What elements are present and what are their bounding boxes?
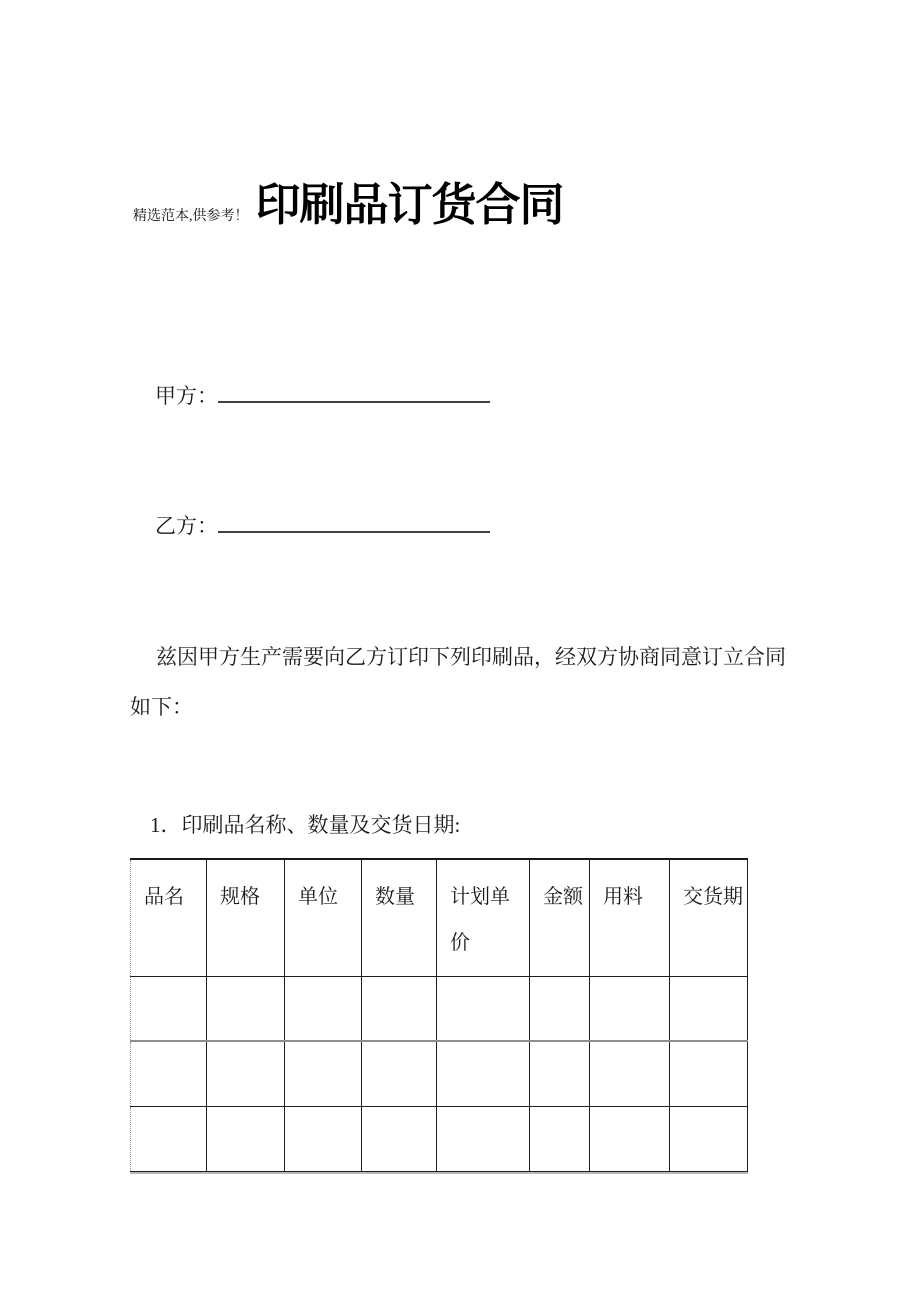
order-items-table: [130, 858, 748, 1172]
table-cell[interactable]: [437, 1106, 530, 1171]
table-cell[interactable]: [131, 976, 207, 1041]
intro-paragraph: 兹因甲方生产需要向乙方订印下列印刷品，经双方协商同意订立合同如下：: [130, 645, 786, 719]
column-header-planned-unit-price: 计划单价: [437, 859, 530, 976]
party-b-line: [155, 513, 490, 540]
table-row: [131, 1106, 748, 1171]
table-cell[interactable]: [285, 1106, 362, 1171]
table-cell[interactable]: [670, 1106, 748, 1171]
table-row: [131, 976, 748, 1041]
table-row: [131, 1041, 748, 1106]
table-cell[interactable]: [285, 1041, 362, 1106]
table-header-row: [131, 859, 748, 976]
table-cell[interactable]: [670, 1041, 748, 1106]
column-header-quantity: 数量: [362, 859, 437, 976]
table-cell[interactable]: [590, 1041, 670, 1106]
table-cell[interactable]: [131, 1106, 207, 1171]
table-cell[interactable]: [207, 1041, 285, 1106]
table-cell[interactable]: [437, 976, 530, 1041]
table-cell[interactable]: [362, 1106, 437, 1171]
party-b-fill-line[interactable]: [218, 528, 490, 533]
party-a-line: [155, 383, 490, 410]
party-a-fill-line[interactable]: [218, 398, 490, 403]
table-cell[interactable]: [362, 976, 437, 1041]
sample-note-text: 精选范本,供参考！: [133, 209, 249, 224]
section-1-heading: 1．印刷品名称、数量及交货日期:: [150, 813, 461, 837]
document-title: 印刷品订货合同: [255, 179, 564, 230]
title-row: [133, 168, 564, 233]
table-cell[interactable]: [131, 1041, 207, 1106]
table-cell[interactable]: [362, 1041, 437, 1106]
table-cell[interactable]: [207, 1106, 285, 1171]
table-cell[interactable]: [530, 1041, 590, 1106]
party-a-label: 甲方：: [155, 384, 218, 408]
column-header-material: 用料: [590, 859, 670, 976]
table-cell[interactable]: [590, 1106, 670, 1171]
table-cell[interactable]: [530, 1106, 590, 1171]
column-header-delivery-date: 交货期: [670, 859, 748, 976]
table-cell[interactable]: [590, 976, 670, 1041]
table-cell[interactable]: [285, 976, 362, 1041]
table-cell[interactable]: [670, 976, 748, 1041]
table-cell[interactable]: [530, 976, 590, 1041]
column-header-product-name: 品名: [131, 859, 207, 976]
column-header-spec: 规格: [207, 859, 285, 976]
table-cell[interactable]: [437, 1041, 530, 1106]
column-header-amount: 金额: [530, 859, 590, 976]
column-header-unit: 单位: [285, 859, 362, 976]
table-cell[interactable]: [207, 976, 285, 1041]
party-b-label: 乙方：: [155, 514, 218, 538]
